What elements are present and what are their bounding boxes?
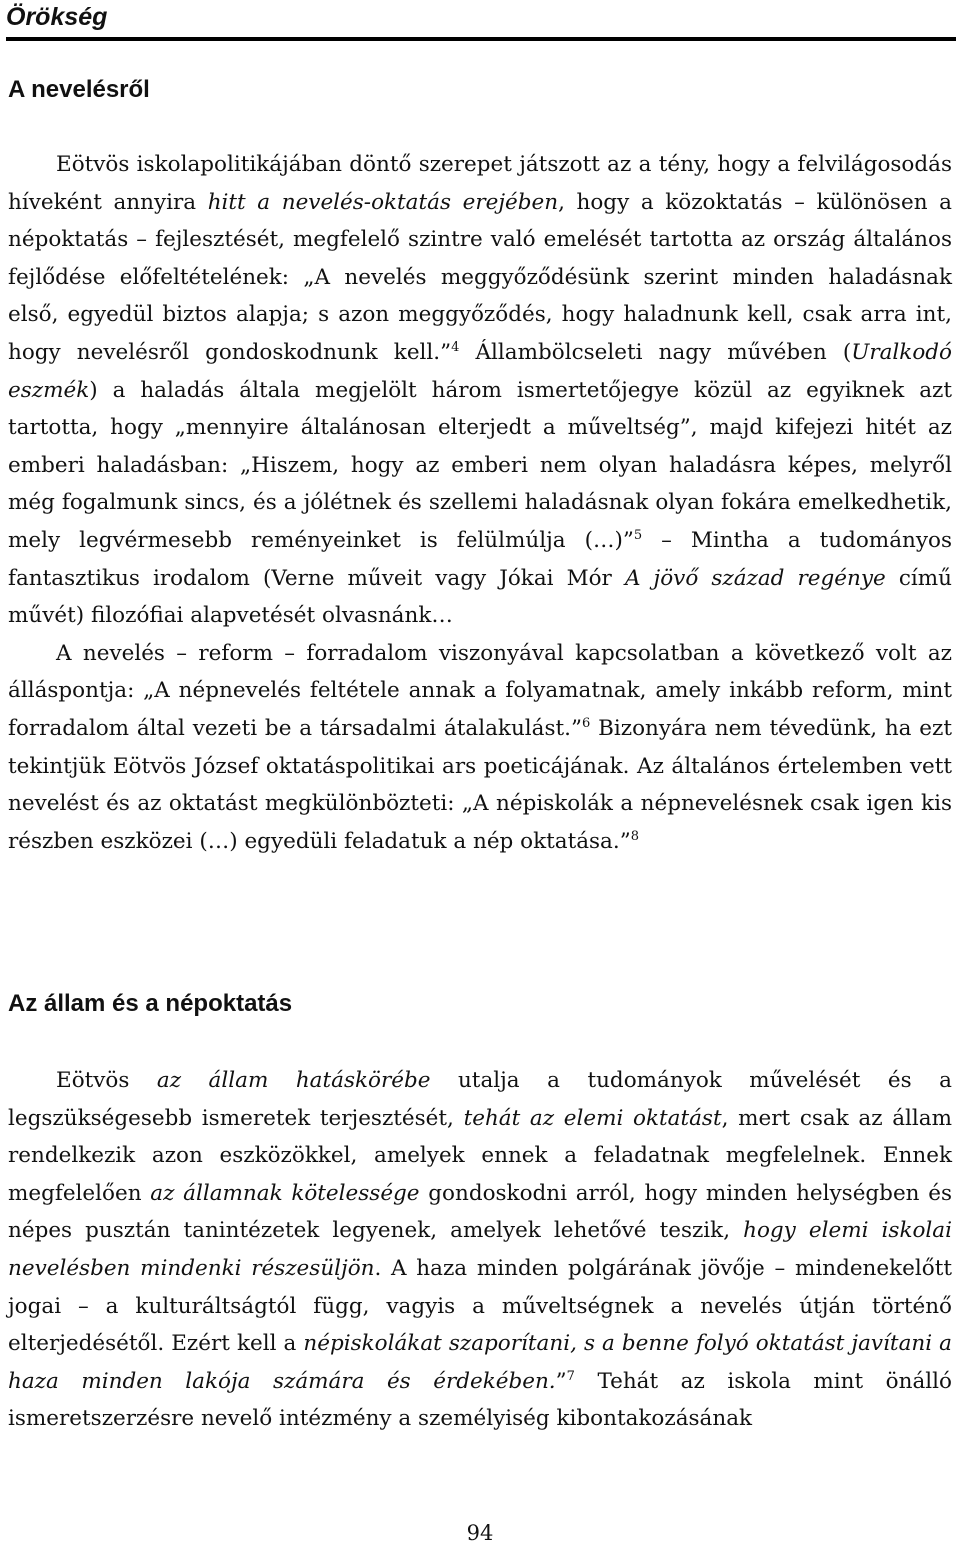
- footnote-ref: 7: [566, 1368, 575, 1384]
- footnote-ref: 4: [451, 339, 460, 355]
- text-run: – Mintha a tudományos fantasztikus irodalom (Verne műveit vagy Jókai Mór: [8, 527, 952, 591]
- text-run: ) a haladás általa megjelölt három ismertetőjegye közül az egyiknek azt tartotta, hogy „mennyire általánosan elterjedt a műveltség”, majd kifejezi hitét az emberi haladásban: „Hiszem, hogy az emberi nem olyan haladásra képes, melyről még fogalmunk sincs, és a jólétnek és szellemi haladásnak olyan fokára emelkedhetik, mely legvérmesebb reményeinket is felülmúlja (…)”: [8, 377, 952, 553]
- running-header: [6, 2, 956, 32]
- paragraph: [8, 1062, 952, 1438]
- italic-run: hitt a nevelés-oktatás erejében: [207, 189, 559, 215]
- text-run: , hogy a közoktatás – különösen a népoktatás – fejlesztését, megfelelő szintre való emelését tartotta az ország általános fejlődése előfeltételének: „A nevelés meggyőződésünk szerint minden haladásnak első, egyedül biztos alapja; s azon meggyőződés, hogy haladnunk kell, csak arra int, hogy nevelésről gondoskodnunk kell.”: [8, 189, 952, 365]
- footnote-ref: 6: [581, 715, 591, 731]
- italic-run: hogy elemi iskolai nevelésben mindenki részesüljön: [8, 1218, 952, 1281]
- text-run: Bizonyára nem tévedünk, ha ezt tekintjük Eötvös József oktatáspolitikai ars poeticájának. Az általános értelemben vett nevelést és az oktatást megkülönbözteti: „A népiskolák a népnevelésnek csak igen kis részben eszközei (…) egyedüli feladatuk a nép oktatása.”: [8, 715, 952, 854]
- text-run: . A haza minden polgárának jövője – mindenekelőtt jogai – a kulturáltságtól függ, vagyis a műveltségnek a nevelés útján történő elterjedésétől. Ezért kell a: [8, 1255, 952, 1357]
- italic-run: az államnak kötelessége: [150, 1180, 420, 1206]
- text-run: , mert csak az állam rendelkezik azon eszközökkel, amelyek ennek a feladatnak megfelelnek. Ennek megfelelően: [8, 1105, 953, 1206]
- text-run: A nevelés – reform – forradalom viszonyával kapcsolatban a következő volt az álláspontja: „A népnevelés feltétele annak a folyamatnak, amely inkább reform, mint forradalom által vezeti be a társadalmi átalakulást.”: [8, 640, 952, 741]
- header-title: Örökség: [6, 3, 108, 31]
- italic-run: Uralkodó eszmék: [8, 339, 952, 403]
- text-run: Állambölcseleti nagy művében (: [459, 339, 852, 365]
- text-run: Tehát az iskola mint önálló ismeretszerzésre nevelő intézmény a személyiség kibontakozásának: [8, 1368, 952, 1432]
- text-run: gondoskodni arról, hogy minden helységben és népes pusztán tanintézetek legyenek, amelyek lehetővé teszik,: [8, 1180, 952, 1244]
- section1-body: [8, 146, 952, 860]
- text-run: Eötvös iskolapolitikájában döntő szerepet játszott az a tény, hogy a felvilágosodás híveként annyira: [8, 152, 952, 215]
- section2-body: [8, 1062, 952, 1438]
- section-title-nevelesrol: A nevelésről: [8, 76, 150, 103]
- text-run: Eötvös: [56, 1068, 157, 1093]
- header-rule: [6, 37, 956, 41]
- text-run: című művét) filozófiai alapvetését olvasnánk…: [8, 565, 952, 629]
- footnote-ref: 5: [633, 527, 643, 543]
- italic-run: A jövő század regénye: [624, 565, 886, 591]
- footnote-ref: 8: [630, 828, 639, 844]
- page-number: 94: [466, 1521, 494, 1545]
- italic-run: tehát az elemi oktatást: [463, 1105, 722, 1131]
- section-title-allam-nepoktatas: Az állam és a népoktatás: [8, 990, 293, 1017]
- paragraph: [8, 635, 952, 861]
- text-run: utalja a tudományok művelését és a legszükségesebb ismeretek terjesztését,: [8, 1068, 952, 1131]
- text-run: ”: [555, 1368, 567, 1394]
- italic-run: az állam hatáskörébe: [156, 1068, 431, 1093]
- italic-run: népiskolákat szaporítani, s a benne folyó oktatást javítani a haza minden lakója számára és érdekében.: [8, 1331, 952, 1394]
- paragraph: [8, 146, 952, 635]
